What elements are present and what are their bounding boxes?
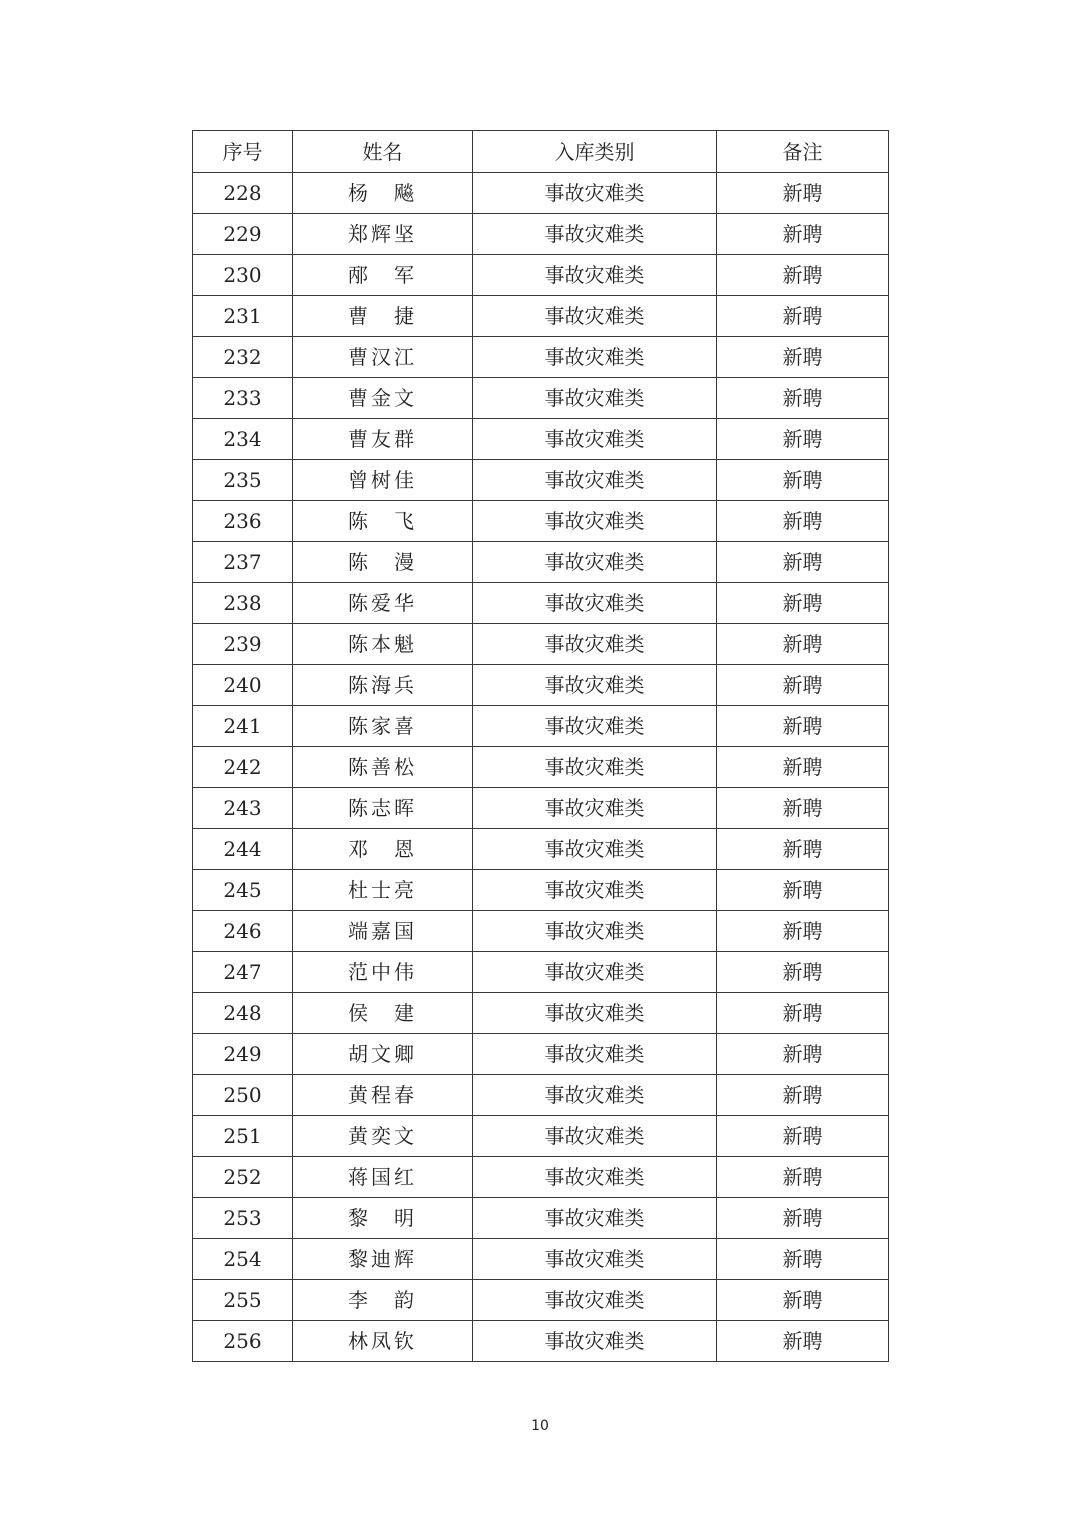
cell-category: 事故灾难类 <box>473 337 717 378</box>
cell-note: 新聘 <box>717 583 889 624</box>
cell-name: 陈本魁 <box>293 624 473 665</box>
cell-no: 253 <box>193 1198 293 1239</box>
cell-no: 245 <box>193 870 293 911</box>
cell-category: 事故灾难类 <box>473 378 717 419</box>
cell-category: 事故灾难类 <box>473 665 717 706</box>
cell-category: 事故灾难类 <box>473 501 717 542</box>
cell-no: 243 <box>193 788 293 829</box>
cell-name: 陈志晖 <box>293 788 473 829</box>
header-no: 序号 <box>193 131 293 173</box>
cell-note: 新聘 <box>717 1198 889 1239</box>
cell-name: 邓 恩 <box>293 829 473 870</box>
table-row <box>193 829 889 870</box>
cell-no: 238 <box>193 583 293 624</box>
header-category: 入库类别 <box>473 131 717 173</box>
cell-note: 新聘 <box>717 255 889 296</box>
table-row <box>193 1157 889 1198</box>
cell-name: 杜士亮 <box>293 870 473 911</box>
cell-category: 事故灾难类 <box>473 1034 717 1075</box>
cell-note: 新聘 <box>717 993 889 1034</box>
table-row <box>193 1198 889 1239</box>
table-row <box>193 542 889 583</box>
table-row <box>193 1034 889 1075</box>
cell-note: 新聘 <box>717 419 889 460</box>
table-row <box>193 501 889 542</box>
cell-name: 范中伟 <box>293 952 473 993</box>
cell-no: 229 <box>193 214 293 255</box>
table-row <box>193 1116 889 1157</box>
table-row <box>193 255 889 296</box>
cell-name: 曹金文 <box>293 378 473 419</box>
cell-no: 248 <box>193 993 293 1034</box>
cell-no: 256 <box>193 1321 293 1362</box>
cell-no: 246 <box>193 911 293 952</box>
table-row <box>193 993 889 1034</box>
cell-category: 事故灾难类 <box>473 1280 717 1321</box>
cell-name: 杨 飚 <box>293 173 473 214</box>
cell-category: 事故灾难类 <box>473 1157 717 1198</box>
cell-note: 新聘 <box>717 1239 889 1280</box>
cell-name: 李 韵 <box>293 1280 473 1321</box>
table-body <box>193 173 889 1362</box>
table-row <box>193 665 889 706</box>
cell-name: 曹汉江 <box>293 337 473 378</box>
table-row <box>193 337 889 378</box>
cell-no: 230 <box>193 255 293 296</box>
cell-no: 234 <box>193 419 293 460</box>
cell-name: 曹 捷 <box>293 296 473 337</box>
cell-no: 244 <box>193 829 293 870</box>
cell-category: 事故灾难类 <box>473 1198 717 1239</box>
table-row <box>193 460 889 501</box>
table-row <box>193 788 889 829</box>
table-row <box>193 952 889 993</box>
cell-no: 242 <box>193 747 293 788</box>
cell-category: 事故灾难类 <box>473 583 717 624</box>
cell-name: 曾树佳 <box>293 460 473 501</box>
cell-category: 事故灾难类 <box>473 829 717 870</box>
table-row <box>193 296 889 337</box>
cell-category: 事故灾难类 <box>473 624 717 665</box>
cell-category: 事故灾难类 <box>473 419 717 460</box>
cell-note: 新聘 <box>717 870 889 911</box>
cell-name: 黎 明 <box>293 1198 473 1239</box>
cell-no: 239 <box>193 624 293 665</box>
table-row <box>193 706 889 747</box>
table-row <box>193 1239 889 1280</box>
cell-no: 237 <box>193 542 293 583</box>
cell-no: 236 <box>193 501 293 542</box>
roster-table <box>192 130 889 1362</box>
cell-note: 新聘 <box>717 706 889 747</box>
cell-name: 陈 漫 <box>293 542 473 583</box>
cell-name: 陈海兵 <box>293 665 473 706</box>
cell-no: 231 <box>193 296 293 337</box>
cell-name: 端嘉国 <box>293 911 473 952</box>
cell-no: 241 <box>193 706 293 747</box>
cell-no: 249 <box>193 1034 293 1075</box>
cell-name: 侯 建 <box>293 993 473 1034</box>
cell-no: 250 <box>193 1075 293 1116</box>
cell-no: 235 <box>193 460 293 501</box>
cell-category: 事故灾难类 <box>473 952 717 993</box>
cell-note: 新聘 <box>717 829 889 870</box>
header-note: 备注 <box>717 131 889 173</box>
table-row <box>193 624 889 665</box>
cell-name: 蒋国红 <box>293 1157 473 1198</box>
table-header <box>193 131 889 173</box>
cell-category: 事故灾难类 <box>473 1075 717 1116</box>
cell-category: 事故灾难类 <box>473 747 717 788</box>
cell-note: 新聘 <box>717 1075 889 1116</box>
cell-note: 新聘 <box>717 337 889 378</box>
cell-no: 232 <box>193 337 293 378</box>
cell-no: 251 <box>193 1116 293 1157</box>
cell-note: 新聘 <box>717 173 889 214</box>
cell-note: 新聘 <box>717 1321 889 1362</box>
table-row <box>193 173 889 214</box>
table-row <box>193 214 889 255</box>
table-row <box>193 1075 889 1116</box>
cell-name: 胡文卿 <box>293 1034 473 1075</box>
cell-name: 陈 飞 <box>293 501 473 542</box>
cell-name: 黄程春 <box>293 1075 473 1116</box>
cell-category: 事故灾难类 <box>473 214 717 255</box>
cell-no: 233 <box>193 378 293 419</box>
header-row <box>193 131 889 173</box>
cell-note: 新聘 <box>717 296 889 337</box>
cell-note: 新聘 <box>717 788 889 829</box>
table-row <box>193 583 889 624</box>
cell-note: 新聘 <box>717 952 889 993</box>
cell-note: 新聘 <box>717 542 889 583</box>
header-name: 姓名 <box>293 131 473 173</box>
cell-name: 陈爱华 <box>293 583 473 624</box>
cell-no: 255 <box>193 1280 293 1321</box>
cell-category: 事故灾难类 <box>473 993 717 1034</box>
table-row <box>193 1321 889 1362</box>
cell-note: 新聘 <box>717 1280 889 1321</box>
cell-no: 228 <box>193 173 293 214</box>
cell-category: 事故灾难类 <box>473 1321 717 1362</box>
cell-note: 新聘 <box>717 378 889 419</box>
cell-note: 新聘 <box>717 1157 889 1198</box>
cell-category: 事故灾难类 <box>473 706 717 747</box>
cell-no: 254 <box>193 1239 293 1280</box>
table-row <box>193 419 889 460</box>
cell-no: 240 <box>193 665 293 706</box>
cell-note: 新聘 <box>717 665 889 706</box>
cell-name: 邴 军 <box>293 255 473 296</box>
cell-category: 事故灾难类 <box>473 1239 717 1280</box>
cell-category: 事故灾难类 <box>473 296 717 337</box>
cell-no: 247 <box>193 952 293 993</box>
table-row <box>193 870 889 911</box>
cell-name: 林凤钦 <box>293 1321 473 1362</box>
cell-name: 郑辉坚 <box>293 214 473 255</box>
cell-note: 新聘 <box>717 747 889 788</box>
cell-category: 事故灾难类 <box>473 460 717 501</box>
cell-category: 事故灾难类 <box>473 788 717 829</box>
cell-name: 黎迪辉 <box>293 1239 473 1280</box>
cell-name: 黄奕文 <box>293 1116 473 1157</box>
cell-name: 陈善松 <box>293 747 473 788</box>
cell-no: 252 <box>193 1157 293 1198</box>
cell-note: 新聘 <box>717 501 889 542</box>
table-row <box>193 911 889 952</box>
cell-note: 新聘 <box>717 460 889 501</box>
cell-note: 新聘 <box>717 214 889 255</box>
cell-note: 新聘 <box>717 911 889 952</box>
cell-category: 事故灾难类 <box>473 255 717 296</box>
table-row <box>193 1280 889 1321</box>
cell-name: 曹友群 <box>293 419 473 460</box>
cell-category: 事故灾难类 <box>473 173 717 214</box>
cell-category: 事故灾难类 <box>473 542 717 583</box>
cell-note: 新聘 <box>717 624 889 665</box>
cell-category: 事故灾难类 <box>473 1116 717 1157</box>
table-row <box>193 747 889 788</box>
cell-category: 事故灾难类 <box>473 911 717 952</box>
page-number: 10 <box>531 1418 549 1434</box>
cell-note: 新聘 <box>717 1116 889 1157</box>
cell-category: 事故灾难类 <box>473 870 717 911</box>
cell-note: 新聘 <box>717 1034 889 1075</box>
table-row <box>193 378 889 419</box>
cell-name: 陈家喜 <box>293 706 473 747</box>
